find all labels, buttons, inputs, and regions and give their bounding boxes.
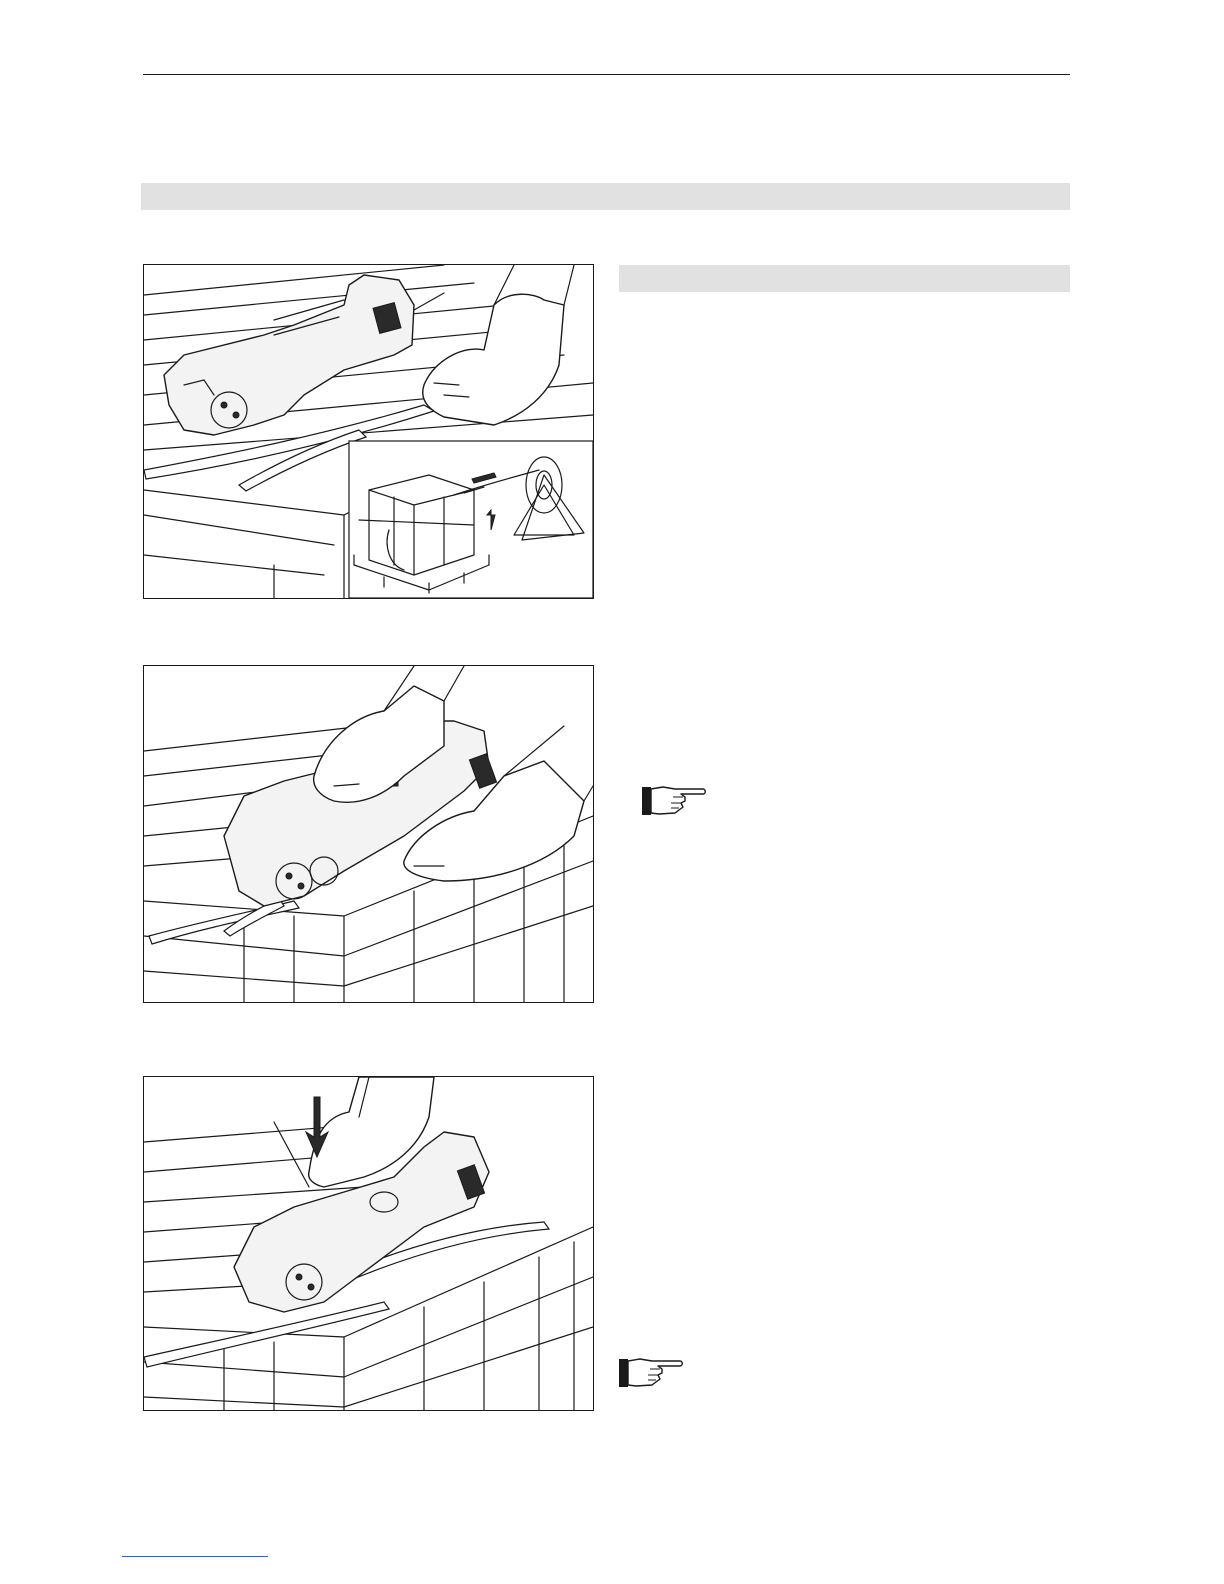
pointing-hand-icon (641, 783, 707, 817)
section-heading-bar (141, 183, 1070, 210)
figure-insert-strap (143, 264, 594, 599)
figure-lift-lever (143, 665, 594, 1003)
subsection-heading-bar (619, 265, 1070, 292)
header-rule (143, 74, 1070, 75)
strapping-tool-illustration (144, 265, 593, 598)
strapping-tool-illustration (144, 666, 593, 1002)
pointing-hand-icon (618, 1355, 684, 1389)
figure-press-button (143, 1076, 594, 1411)
footer-link-underline[interactable] (122, 1556, 268, 1557)
strapping-tool-illustration (144, 1077, 593, 1410)
